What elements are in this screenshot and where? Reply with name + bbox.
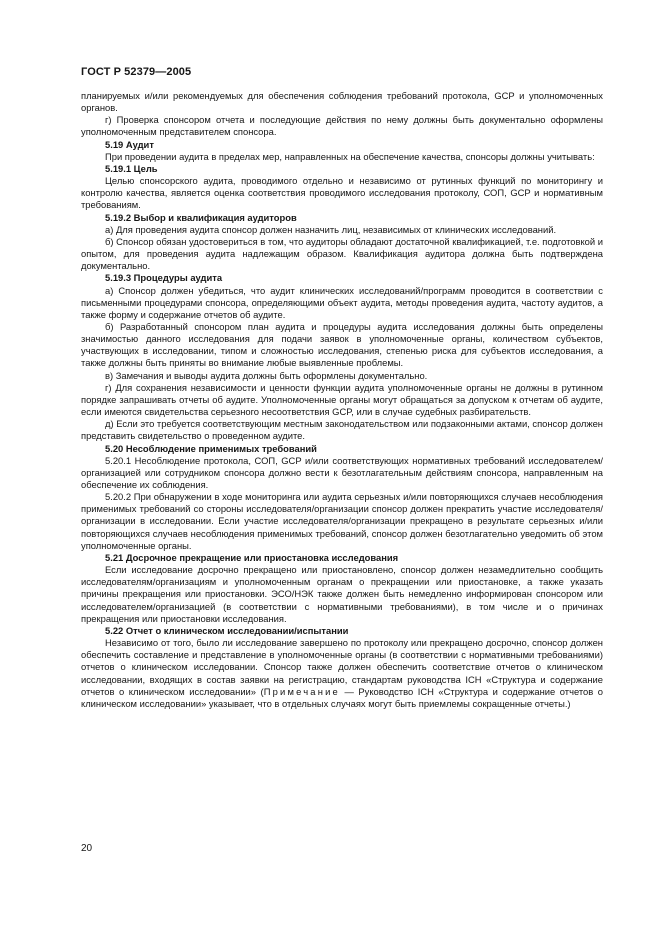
paragraph	[81, 637, 603, 710]
section-heading-5-19: 5.19 Аудит	[105, 138, 154, 150]
document-body	[81, 90, 603, 710]
page-number: 20	[81, 843, 93, 854]
paragraph: 5.20.2 При обнаружении в ходе мониторинга или аудита серьезных и/или повторяющихся случаев несоблюдения применимых требований со стороны исследователя/организации спонсор должен прекратить участие исследователя/организации в исследовании. Если участие исследователя/организации прекращено в результате серьезных и/или повторяющихся случаев несоблюдения применимых требований, спонсор должен безотлагательно уведомить об этом уполномоченные органы.	[81, 491, 603, 551]
section-heading-5-19-3: 5.19.3 Процедуры аудита	[105, 272, 223, 284]
note-label: Примечание	[263, 685, 340, 697]
paragraph: 5.20.1 Несоблюдение протокола, СОП, GCP и/или соответствующих нормативных требований исследователем/организацией или сотрудником спонсора должно вести к безотлагательным действиям спонсора, направленным на обеспечение их соблюдения.	[81, 454, 603, 490]
paragraph: в) Замечания и выводы аудита должны быть оформлены документально.	[105, 369, 428, 381]
section-heading-5-22: 5.22 Отчет о клиническом исследовании/испытании	[105, 624, 349, 636]
paragraph: планируемых и/или рекомендуемых для обеспечения соблюдения требований протокола, GCP и уполномоченных органов.	[81, 90, 603, 114]
paragraph: При проведении аудита в пределах мер, направленных на обеспечение качества, спонсоры должны учитывать:	[105, 150, 595, 162]
paragraph: а) Для проведения аудита спонсор должен назначить лиц, независимых от клинических исследований.	[105, 223, 557, 235]
paragraph: Целью спонсорского аудита, проводимого отдельно и независимо от рутинных функций по мониторингу и контролю качества, является оценка соответствия проводимого исследования протоколу, СОП, GCP и нормативным требованиям.	[81, 175, 603, 211]
paragraph: Если исследование досрочно прекращено или приостановлено, спонсор должен незамедлительно сообщить исследователям/организациям и уполномоченным органам о прекращении или приостановке, а также указать причины прекращения или приостановки. ЭСО/НЭК также должен быть немедленно информирован спонсором или исследователем/организацией (в соответствии с нормативными требованиями), в том числе и о причинах прекращения или приостановки исследования.	[81, 564, 603, 624]
section-heading-5-19-1: 5.19.1 Цель	[105, 162, 158, 174]
paragraph: б) Спонсор обязан удостовериться в том, что аудиторы обладают достаточной квалификацией, т.е. подготовкой и опытом, для проведения аудита надлежащим образом. Квалификация аудитора должна быть подтверждена документально.	[81, 235, 603, 272]
section-heading-5-21: 5.21 Досрочное прекращение или приостановка исследования	[105, 551, 399, 563]
paragraph-text: Независимо от того, было ли исследование завершено по протоколу или прекращено досрочно, спонсор должен обеспечить составление и представление в уполномоченные органы (в соответствии с нормативными требованиями) отчетов о клиническом исследовании. Спонсор также должен обеспечить соответствие отчетов о клиническом исследовании, входящих в состав заявки на регистрацию, стандартам руководства ICH «Структура и содержание отчетов о клиническом исследовании» (	[81, 637, 603, 697]
section-heading-5-19-2: 5.19.2 Выбор и квалификация аудиторов	[105, 211, 297, 223]
paragraph: г) Проверка спонсором отчета и последующие действия по нему должны быть документально оформлены уполномоченным представителем спонсора.	[81, 114, 603, 138]
paragraph: а) Спонсор должен убедиться, что аудит клинических исследований/программ проводится в соответствии с письменными процедурами спонсора, определяющими объект аудита, методы проведения аудита, частоту аудитов, а также форму и содержание отчетов об аудите.	[81, 284, 603, 320]
paragraph: д) Если это требуется соответствующим местным законодательством или подзаконными актами, спонсор должен представить свидетельство о проведенном аудите.	[81, 418, 603, 442]
section-heading-5-20: 5.20 Несоблюдение применимых требований	[105, 442, 317, 454]
paragraph: б) Разработанный спонсором план аудита и процедуры аудита исследования должны быть определены значимостью данного исследования для подачи заявок в уполномоченные органы, количеством субъектов, участвующих в исследовании, типом и сложностью исследования, степенью риска для субъектов исследования, а также должны быть приняты во внимание любые выявленные проблемы.	[81, 320, 603, 369]
paragraph: г) Для сохранения независимости и ценности функции аудита уполномоченные органы не должны в рутинном порядке запрашивать отчеты об аудите. Уполномоченные органы могут обращаться за допуском к отчетам об аудите, если имеются свидетельства серьезного несоответствия GCP, или в случае судебных разбирательств.	[81, 381, 603, 418]
paragraph-text: — Руководство ICH «Структура и содержание отчетов о клиническом исследовании» указывает, что в отдельных случаях могут быть приемлемы сокращенные отчеты.)	[81, 685, 603, 709]
document-header: ГОСТ Р 52379—2005	[81, 66, 192, 78]
